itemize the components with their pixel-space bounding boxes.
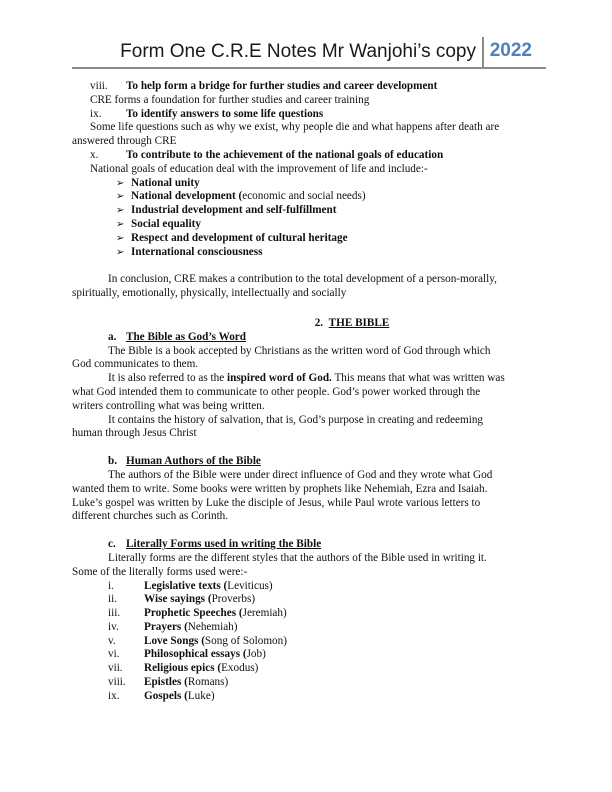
arrow-bullet-icon: ➢: [116, 232, 125, 244]
conclusion-text-cont: spiritually, emotionally, physically, intellectually and socially: [72, 287, 347, 300]
paragraph-cont: God communicates to them.: [72, 358, 199, 371]
paragraph-cont: wanted them to write. Some books were written by prophets like Nehemiah, Ezra and Isaiah.: [72, 482, 488, 495]
list-item: vi. Philosophical essays ( Job): [108, 648, 266, 661]
list-item: i. Legislative texts ( Leviticus): [108, 579, 273, 592]
paragraph-cont: Some of the literally forms used were:-: [72, 565, 248, 578]
paragraph: The Bible is a book accepted by Christians as the written word of God through which: [108, 344, 491, 357]
paragraph-cont: human through Jesus Christ: [72, 427, 197, 440]
list-item: ii. Wise sayings ( Proverbs): [108, 593, 256, 606]
subsection-b-heading: b. Human Authors of the Bible: [108, 455, 261, 468]
list-item: iv. Prayers ( Nehemiah): [108, 620, 238, 633]
arrow-bullet-icon: ➢: [116, 205, 125, 217]
paragraph-cont: Luke’s gospel was written by Luke the disciple of Jesus, while Paul wrote various letters to: [72, 496, 481, 509]
goal-ix-heading: ix. To identify answers to some life questions: [90, 107, 324, 120]
goal-viii-heading: viii. To help form a bridge for further studies and career development: [90, 80, 438, 92]
arrow-bullet-icon: ➢: [116, 191, 125, 203]
literary-forms-list: [72, 580, 542, 704]
paragraph-cont: writers controlling what was being written.: [72, 399, 265, 412]
goal-x-text: National goals of education deal with the improvement of life and include:-: [90, 162, 428, 175]
list-item: ➢ Social equality: [116, 217, 201, 230]
list-item: vii. Religious epics ( Exodus): [108, 662, 259, 675]
page-header: [72, 37, 546, 69]
goal-ix-text: Some life questions such as why we exist, why people die and what happens after death are: [90, 121, 500, 134]
subsection-a-heading: a. The Bible as God’s Word: [108, 330, 246, 343]
paragraph: Literally forms are the different styles that the authors of the Bible used in writing it.: [108, 551, 487, 564]
header-divider: [482, 37, 484, 67]
paragraph: It is also referred to as the inspired word of God. This means that what was written was: [108, 372, 505, 385]
list-item: v. Love Songs ( Song of Solomon): [108, 634, 287, 647]
list-item: ➢ National unity: [116, 176, 200, 189]
subsection-c-heading: c. Literally Forms used in writing the Bible: [108, 538, 322, 551]
header-year: 2022: [489, 40, 532, 61]
list-item: iii. Prophetic Speeches ( Jeremiah): [108, 607, 287, 620]
arrow-bullet-icon: ➢: [116, 218, 125, 230]
national-goals-list: [72, 177, 542, 260]
paragraph: It contains the history of salvation, that is, God’s purpose in creating and redeeming: [108, 413, 484, 426]
list-item: ix. Gospels ( Luke): [108, 689, 215, 702]
header-title: Form One C.R.E Notes Mr Wanjohi’s copy: [120, 41, 476, 62]
list-item: ➢ National development ( economic and social needs): [116, 190, 366, 203]
conclusion-text: In conclusion, CRE makes a contribution to the total development of a person-morally,: [108, 273, 497, 286]
list-item: ➢ Industrial development and self-fulfillment: [116, 204, 337, 217]
paragraph-cont: what God intended them to communicate to other people. God’s power worked through the: [72, 385, 481, 398]
document-body: [72, 80, 542, 704]
list-item: viii. Epistles ( Romans): [108, 676, 229, 689]
arrow-bullet-icon: ➢: [116, 177, 125, 189]
goal-x-heading: x. To contribute to the achievement of the national goals of education: [90, 148, 444, 161]
list-item: ➢ Respect and development of cultural heritage: [116, 231, 348, 244]
paragraph-cont: different churches such as Corinth.: [72, 510, 229, 523]
goal-ix-text-cont: answered through CRE: [72, 135, 177, 148]
goal-viii-text: CRE forms a foundation for further studies and career training: [90, 93, 370, 106]
section-heading: 2. THE BIBLE: [314, 316, 390, 329]
arrow-bullet-icon: ➢: [116, 246, 125, 258]
paragraph: The authors of the Bible were under direct influence of God and they wrote what God: [108, 468, 493, 481]
list-item: ➢ International consciousness: [116, 245, 263, 258]
